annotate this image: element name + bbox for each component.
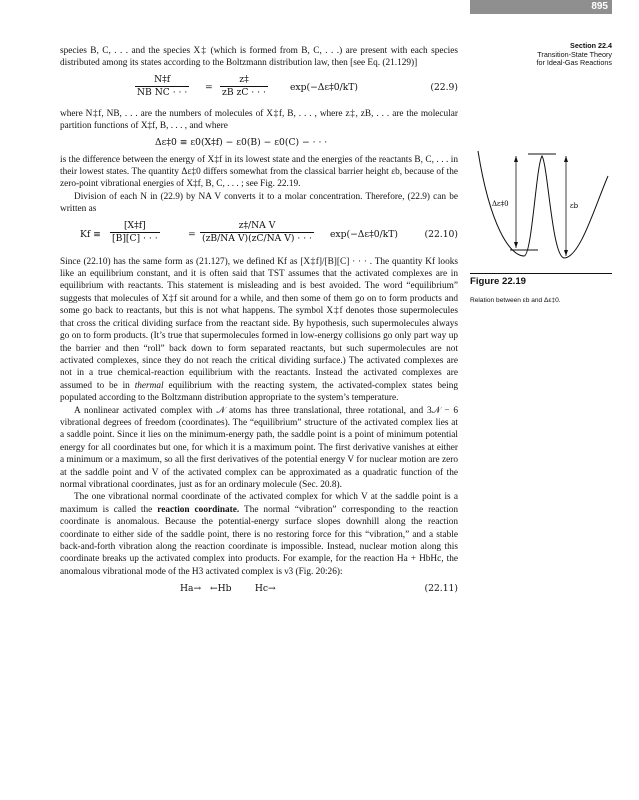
eq2210-lhs: Kf ≡	[80, 228, 101, 240]
paragraph-4: Division of each N in (22.9) by NA V converts it to a molar concentration. Therefore, (22.9) can be written as	[60, 191, 458, 215]
equation-22-9	[60, 74, 458, 108]
p5-text: Since (22.10) has the same form as (21.127), we defined Kf as [X‡f]/[B][C] · · · . The quantity Kf looks like an equilibrium constant, and it is often said that TST assumes that the activated complexes are in equilibrium with reactants. This statement is misleading and is best avoided. The word “equilibrium” suggests that molecules of X‡f sit around for a while, and then some of them go on to form products and some go back to reactants, but this is not what happens. The symbol X‡f denotes those supermolecules that cross the critical dividing surface from the reactant side. By hypothesis, such supermolecules always go on to form products. (It’s true that supermolecules formed in low-energy collisions go only part way up the barrier and then “roll” back down to form separated reactants, but such supermolecules are not activated complexes, since they do not reach the critical dividing surface.) The activated complexes are not in a true chemical-reaction equilibrium with the reactants. Instead the activated complexes are assumed to be in	[60, 256, 458, 391]
equation-22-11	[60, 582, 458, 598]
figure-caption: Relation between εb and Δε‡0.	[470, 297, 561, 304]
delta-arrow-head-bottom	[514, 242, 518, 248]
section-number: Section 22.4	[570, 41, 612, 50]
eq229-mid-den: zB zC · · ·	[222, 87, 266, 99]
section-title-line2: for Ideal-Gas Reactions	[536, 58, 612, 67]
paragraph-2: where N‡f, NB, . . . are the numbers of molecules of X‡f, B, . . . , where z‡, zB, . . . are the molecular partition functions of X‡f, B, . . . , and where	[60, 108, 458, 132]
eq2210-number: (22.10)	[424, 228, 458, 240]
eq2210-a-den: [B][C] · · ·	[112, 233, 158, 245]
p5-thermal: thermal	[134, 380, 164, 391]
eq2211-text: Ha→ ←Hb Hc→	[180, 583, 276, 595]
eq229-number: (22.9)	[430, 81, 458, 93]
eb-arrow-head-top	[564, 156, 568, 162]
eq2210-b-num: z‡/NA V	[200, 220, 314, 233]
p5-end: equilibrium with the reacting system, the activated-complex states being populated according to the Boltzmann distribution appropriate to the system’s temperature.	[60, 380, 458, 404]
eq2210-exp: exp(−Δε‡0/kT)	[330, 228, 398, 240]
section-title-line1: Transition-State Theory	[537, 49, 612, 59]
delta-label: Δε‡0	[492, 200, 509, 208]
eq229-mid-num: z‡	[220, 74, 268, 87]
eq-delta-text: Δε‡0 ≡ ε0(X‡f) − ε0(B) − ε0(C) − · · ·	[155, 136, 328, 148]
eq229-mid	[220, 74, 268, 100]
eq229-lhs	[135, 74, 189, 100]
page-number: 895	[470, 0, 612, 14]
eq2211-number: (22.11)	[424, 583, 458, 595]
body-text	[60, 45, 458, 598]
figure-label: Figure 22.19	[470, 273, 612, 287]
eq2210-a-num: [X‡f]	[110, 220, 160, 233]
eq229-exp: exp(−Δε‡0/kT)	[290, 81, 358, 93]
paragraph-5	[60, 256, 458, 405]
eq2210-b	[200, 220, 314, 246]
equation-22-10	[60, 220, 458, 256]
p7-start: The one vibrational normal coordinate of the activated complex for which V at the saddle point is a maximum is called the	[60, 492, 458, 515]
barrier-diagram	[470, 146, 612, 268]
figure-22-19-graphic	[470, 146, 612, 268]
eq2210-b-den: (zB/NA V)(zC/NA V) · · ·	[202, 233, 312, 245]
p7-keyword: reaction coordinate.	[157, 504, 240, 515]
eq2210-a	[110, 220, 160, 246]
equation-delta	[60, 136, 458, 152]
eb-label: εb	[570, 202, 579, 210]
paragraph-6: A nonlinear activated complex with 𝒩 atoms has three translational, three rotational, and 3𝒩 − 6 vibrational degrees of freedom (coordinates). The “equilibrium” structure of the activated complex lies at a saddle point. Since it lies on the minimum-energy path, the saddle point is a point of minimum potential energy for all coordinates but one, for which it is a maximum point. The first derivative vanishes at either a minimum or a maximum, so all the first derivatives of the potential energy V for nuclear motion are zero at the saddle point and V of the activated complex can be approximated as a quadratic function of the normal vibrational coordinates, just as for an ordinary molecule (Sec. 20.8).	[60, 405, 458, 490]
paragraph-3: is the difference between the energy of X‡f in its lowest state and the energies of the reactants B, C, . . . in their lowest states. The quantity Δε‡0 differs somewhat from the classical barrier height εb, because of the zero-point vibrational energies of X‡f, B, C, . . . ; see Fig. 22.19.	[60, 154, 458, 190]
eq229-lhs-num: N‡f	[135, 74, 189, 87]
eq2210-equals: =	[188, 228, 196, 240]
eq229-equals: =	[205, 81, 213, 93]
paragraph-1: species B, C, . . . and the species X‡ (which is formed from B, C, . . .) are present with each species distributed among its states according to the Boltzmann distribution law, then [see Eq. (21.129)]	[60, 46, 458, 69]
p7-end: The normal “vibration” corresponding to the reaction coordinate is anomalous. Because the potential-energy surface slopes downhill along the reaction coordinate to either side of the saddle point, there is no restoring force for this “vibration,” and a stable back-and-forth vibration along the reaction coordinate is impossible. Instead, nuclear motion along this coordinate breaks up the activated complex into products. For example, for the reaction Ha + HbHc, the anomalous vibrational mode of the H3 activated complex is ν3 (Fig. 20:26):	[60, 504, 459, 577]
paragraph-7	[60, 491, 458, 578]
running-head	[470, 42, 612, 68]
eq229-lhs-den: NB NC · · ·	[137, 87, 188, 99]
eb-arrow-head-bottom	[564, 250, 568, 256]
delta-arrow-head-top	[514, 156, 518, 162]
